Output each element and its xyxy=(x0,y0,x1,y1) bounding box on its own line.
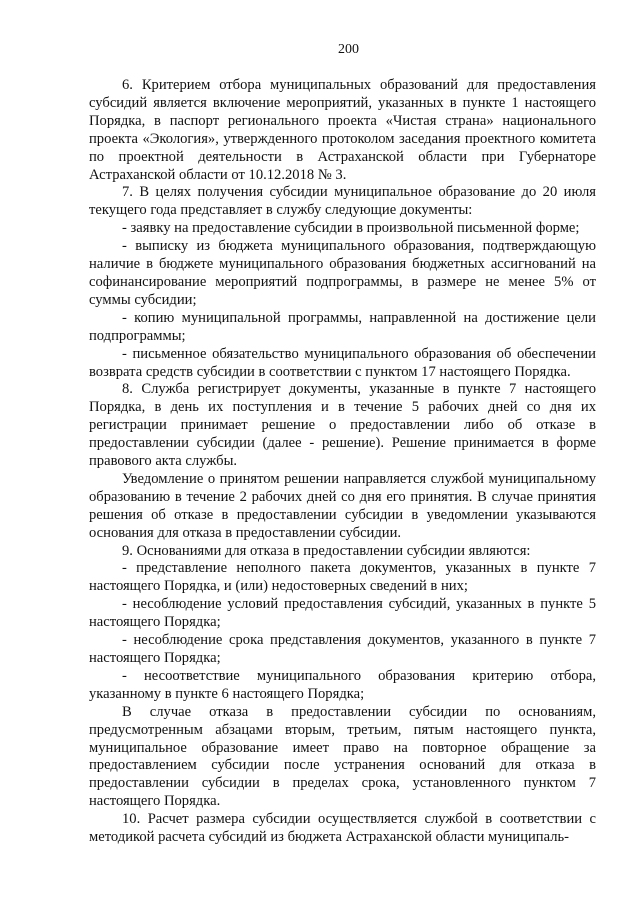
document-body xyxy=(89,77,596,847)
page-number: 200 xyxy=(338,42,359,57)
paragraph-notification: Уведомление о принятом решении направляется службой муниципальному образованию в течение 2 рабочих дней со дня его принятия. В случае принятия решения об отказе в предоставлении субсидии в уведомлении указываются основания для отказа в предоставлении субсидии. xyxy=(89,470,596,541)
list-item-deadline: - несоблюдение срока представления документов, указанного в пункте 7 настоящего Порядка; xyxy=(89,632,596,666)
list-item-conditions: - несоблюдение условий предоставления субсидий, указанных в пункте 5 настоящего Порядка; xyxy=(89,596,596,631)
paragraph-9-refusal-grounds: 9. Основаниями для отказа в предоставлении субсидии являются: xyxy=(122,542,531,559)
list-item-application: - заявку на предоставление субсидии в произвольной письменной форме; xyxy=(122,220,580,237)
paragraph-10-calculation: 10. Расчет размера субсидии осуществляется службой в соответствии с методикой расчета субсидий из бюджета Астраханской области муниципаль- xyxy=(89,811,596,846)
paragraph-repeat-application: В случае отказа в предоставлении субсидии по основаниям, предусмотренным абзацами вторым, третьим, пятым настоящего пункта, муниципальное образование имеет право на повторное обращение за предоставлением субсидии после устранения оснований для отказа в предоставлении субсидии в пределах срока, установленного пунктом 7 настоящего Порядка. xyxy=(89,703,596,810)
paragraph-8-registration: 8. Служба регистрирует документы, указанные в пункте 7 настоящего Порядка, в день их поступления и в течение 5 рабочих дней со дня их регистрации принимает решение о предоставлении либо об отказе в предоставлении субсидии (далее - решение). Решение принимается в форме правового акта службы. xyxy=(89,381,596,470)
list-item-obligation: - письменное обязательство муниципального образования об обеспечении возврата средств субсидии в соответствии с пунктом 17 настоящего Порядка. xyxy=(89,345,596,380)
list-item-incomplete-package: - представление неполного пакета документов, указанных в пункте 7 настоящего Порядка, и (или) недостоверных сведений в них; xyxy=(89,560,596,595)
list-item-program-copy: - копию муниципальной программы, направленной на достижение цели подпрограммы; xyxy=(89,309,596,344)
list-item-budget-extract: - выписку из бюджета муниципального образования, подтверждающую наличие в бюджете муниципального образования бюджетных ассигнований на софинансирование мероприятий подпрограммы, в размере не менее 5% от суммы субсидии; xyxy=(89,238,596,308)
paragraph-7-documents: 7. В целях получения субсидии муниципальное образование до 20 июля текущего года представляет в службу следующие документы: xyxy=(89,184,596,219)
list-item-criterion-mismatch: - несоответствие муниципального образования критерию отбора, указанному в пункте 6 настоящего Порядка; xyxy=(89,667,596,702)
paragraph-6-selection-criterion: 6. Критерием отбора муниципальных образований для предоставления субсидий является включение мероприятий, указанных в пункте 1 настоящего Порядка, в паспорт регионального проекта «Чистая страна» национального проекта «Экология», утвержденного протоколом заседания проектного комитета по проектной деятельности в Астраханской области при Губернаторе Астраханской области от 10.12.2018 № 3. xyxy=(89,77,596,183)
